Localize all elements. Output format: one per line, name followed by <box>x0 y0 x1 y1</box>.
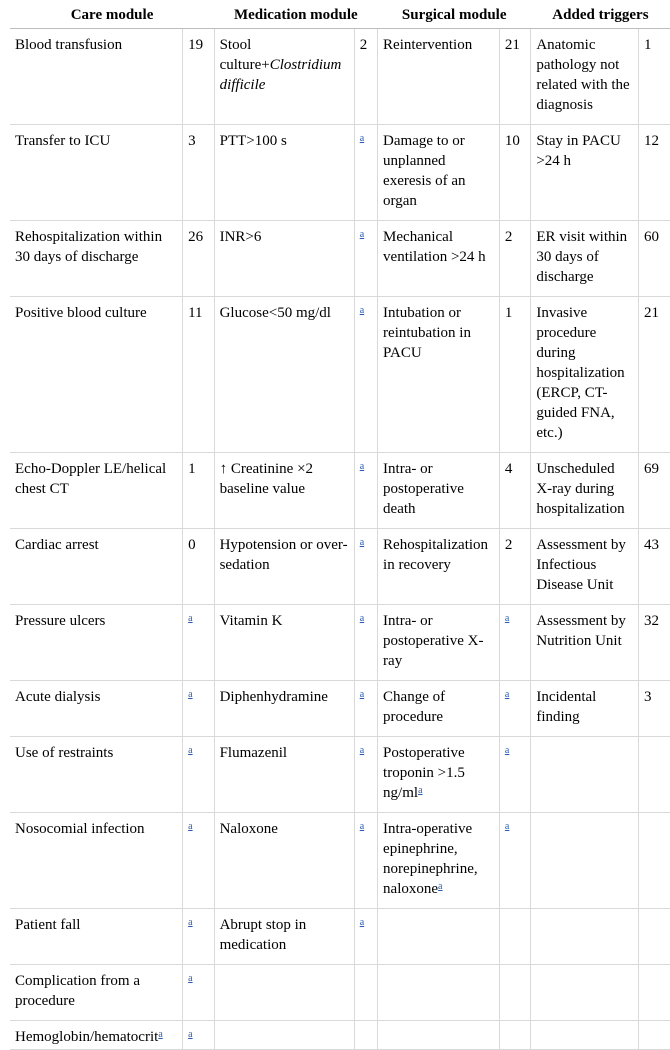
medication-count <box>354 529 377 605</box>
care-count: 1 <box>183 453 214 529</box>
added-trigger: ER visit within 30 days of discharge <box>531 221 639 297</box>
care-trigger: Positive blood culture <box>10 297 183 453</box>
added-count <box>638 965 670 1021</box>
table-row <box>10 125 670 221</box>
table-row <box>10 909 670 965</box>
added-trigger: Anatomic pathology not related with the diagnosis <box>531 29 639 125</box>
table-row <box>10 813 670 909</box>
medication-count: 2 <box>354 29 377 125</box>
surgical-trigger: Mechanical ventilation >24 h <box>378 221 500 297</box>
added-count <box>638 1021 670 1050</box>
medication-trigger: Abrupt stop in medication <box>214 909 354 965</box>
table-row <box>10 737 670 813</box>
care-count <box>183 737 214 813</box>
header-surgical-module: Surgical module <box>378 0 531 29</box>
care-trigger: Use of restraints <box>10 737 183 813</box>
footnote-link[interactable]: a <box>188 973 193 984</box>
surgical-trigger: Intubation or reintubation in PACU <box>378 297 500 453</box>
header-care-module: Care module <box>10 0 214 29</box>
surgical-count <box>499 909 530 965</box>
care-count <box>183 813 214 909</box>
added-trigger <box>531 1021 639 1050</box>
medication-trigger <box>214 965 354 1021</box>
care-trigger: Echo-Doppler LE/helical chest CT <box>10 453 183 529</box>
added-count: 12 <box>638 125 670 221</box>
surgical-trigger: Intra-operative epinephrine, norepinephrine, naloxone$^a$ <box>378 813 500 909</box>
footnote-link[interactable]: a <box>359 689 365 700</box>
table-row <box>10 965 670 1021</box>
medication-trigger: Flumazenil <box>214 737 354 813</box>
surgical-trigger: Reintervention <box>378 29 500 125</box>
footnote-link[interactable]: a <box>359 821 365 832</box>
footnote-link[interactable]: a <box>188 917 193 928</box>
care-trigger: Pressure ulcers <box>10 605 183 681</box>
care-trigger: Transfer to ICU <box>10 125 183 221</box>
added-trigger <box>531 813 639 909</box>
medication-trigger <box>214 1021 354 1050</box>
added-count <box>638 737 670 813</box>
added-count <box>638 909 670 965</box>
added-count <box>638 813 670 909</box>
footnote-link[interactable]: a <box>188 821 193 832</box>
added-trigger: Incidental finding <box>531 681 639 737</box>
care-trigger: Hemoglobin/hematocrit$^a$ <box>10 1021 183 1050</box>
footnote-link[interactable]: a <box>359 537 365 548</box>
care-trigger: Cardiac arrest <box>10 529 183 605</box>
surgical-count <box>499 737 530 813</box>
footnote-link[interactable]: a <box>438 881 443 892</box>
surgical-count: 2 <box>499 529 530 605</box>
table-header-row <box>10 0 670 29</box>
footnote-link[interactable]: a <box>188 745 193 756</box>
medication-trigger: Diphenhydramine <box>214 681 354 737</box>
added-count: 69 <box>638 453 670 529</box>
care-trigger: Rehospitalization within 30 days of discharge <box>10 221 183 297</box>
table-row <box>10 453 670 529</box>
table-row <box>10 29 670 125</box>
care-count <box>183 1021 214 1050</box>
care-count <box>183 681 214 737</box>
added-count: 3 <box>638 681 670 737</box>
care-count: 26 <box>183 221 214 297</box>
medication-count <box>354 813 377 909</box>
medication-trigger: Vitamin K <box>214 605 354 681</box>
table-row <box>10 1021 670 1050</box>
added-trigger <box>531 909 639 965</box>
care-count: 19 <box>183 29 214 125</box>
medication-count <box>354 297 377 453</box>
medication-trigger: PTT>100 s <box>214 125 354 221</box>
care-count: 11 <box>183 297 214 453</box>
footnote-link[interactable]: a <box>504 821 510 832</box>
medication-count <box>354 605 377 681</box>
footnote-link[interactable]: a <box>504 689 510 700</box>
footnote-link[interactable]: a <box>188 689 193 700</box>
footnote-link[interactable]: a <box>359 745 365 756</box>
care-count <box>183 965 214 1021</box>
added-trigger: Invasive procedure during hospitalization (ERCP, CT-guided FNA, etc.) <box>531 297 639 453</box>
footnote-link[interactable]: a <box>359 229 365 240</box>
table-row <box>10 221 670 297</box>
added-trigger <box>531 737 639 813</box>
surgical-count <box>499 813 530 909</box>
care-count <box>183 605 214 681</box>
medication-trigger: Naloxone <box>214 813 354 909</box>
surgical-trigger <box>378 1021 500 1050</box>
footnote-link[interactable]: a <box>188 1029 193 1040</box>
surgical-trigger <box>378 965 500 1021</box>
surgical-trigger: Postoperative troponin >1.5 ng/ml$^a$ <box>378 737 500 813</box>
medication-trigger: INR>6 <box>214 221 354 297</box>
footnote-link[interactable]: a <box>359 133 365 144</box>
medication-count <box>354 737 377 813</box>
medication-trigger: Glucose<50 mg/dl <box>214 297 354 453</box>
medication-count <box>354 1021 377 1050</box>
medication-count <box>354 965 377 1021</box>
table-row <box>10 529 670 605</box>
surgical-trigger <box>378 909 500 965</box>
added-count: 32 <box>638 605 670 681</box>
care-count: 0 <box>183 529 214 605</box>
care-count: 3 <box>183 125 214 221</box>
footnote-link[interactable]: a <box>418 785 423 796</box>
footnote-link[interactable]: a <box>188 613 193 624</box>
surgical-trigger: Damage to or unplanned exeresis of an organ <box>378 125 500 221</box>
added-trigger: Unscheduled X-ray during hospitalization <box>531 453 639 529</box>
medication-count <box>354 909 377 965</box>
footnote-link[interactable]: a <box>504 745 510 756</box>
table-row <box>10 681 670 737</box>
surgical-count: 21 <box>499 29 530 125</box>
surgical-trigger: Intra- or postoperative death <box>378 453 500 529</box>
surgical-count: 1 <box>499 297 530 453</box>
medication-trigger: Hypotension or over-sedation <box>214 529 354 605</box>
footnote-link[interactable]: a <box>359 917 365 928</box>
added-count: 43 <box>638 529 670 605</box>
surgical-count <box>499 1021 530 1050</box>
surgical-count <box>499 965 530 1021</box>
footnote-link[interactable]: a <box>158 1029 163 1040</box>
added-count: 21 <box>638 297 670 453</box>
surgical-count: 4 <box>499 453 530 529</box>
added-trigger: Stay in PACU >24 h <box>531 125 639 221</box>
footnote-link[interactable]: a <box>504 613 510 624</box>
table-row <box>10 297 670 453</box>
care-trigger: Blood transfusion <box>10 29 183 125</box>
care-trigger: Complication from a procedure <box>10 965 183 1021</box>
medication-trigger: ↑ Creatinine ×2 baseline value <box>214 453 354 529</box>
header-added-triggers: Added triggers <box>531 0 670 29</box>
medication-count <box>354 681 377 737</box>
surgical-trigger: Rehospitalization in recovery <box>378 529 500 605</box>
surgical-count: 2 <box>499 221 530 297</box>
surgical-count: 10 <box>499 125 530 221</box>
footnote-link[interactable]: a <box>359 305 365 316</box>
surgical-trigger: Change of procedure <box>378 681 500 737</box>
header-medication-module: Medication module <box>214 0 377 29</box>
added-trigger: Assessment by Nutrition Unit <box>531 605 639 681</box>
surgical-trigger: Intra- or postoperative X-ray <box>378 605 500 681</box>
trigger-table <box>10 0 670 1050</box>
added-trigger <box>531 965 639 1021</box>
table-row <box>10 605 670 681</box>
medication-count <box>354 125 377 221</box>
medication-count <box>354 453 377 529</box>
added-count: 1 <box>638 29 670 125</box>
surgical-count <box>499 605 530 681</box>
organism-name: Clostridium difficile <box>219 57 342 93</box>
care-count <box>183 909 214 965</box>
added-count: 60 <box>638 221 670 297</box>
medication-trigger: Stool culture+Clostridium difficile <box>214 29 354 125</box>
surgical-count <box>499 681 530 737</box>
footnote-link[interactable]: a <box>359 461 365 472</box>
footnote-link[interactable]: a <box>359 613 365 624</box>
added-trigger: Assessment by Infectious Disease Unit <box>531 529 639 605</box>
care-trigger: Patient fall <box>10 909 183 965</box>
care-trigger: Acute dialysis <box>10 681 183 737</box>
care-trigger: Nosocomial infection <box>10 813 183 909</box>
medication-count <box>354 221 377 297</box>
